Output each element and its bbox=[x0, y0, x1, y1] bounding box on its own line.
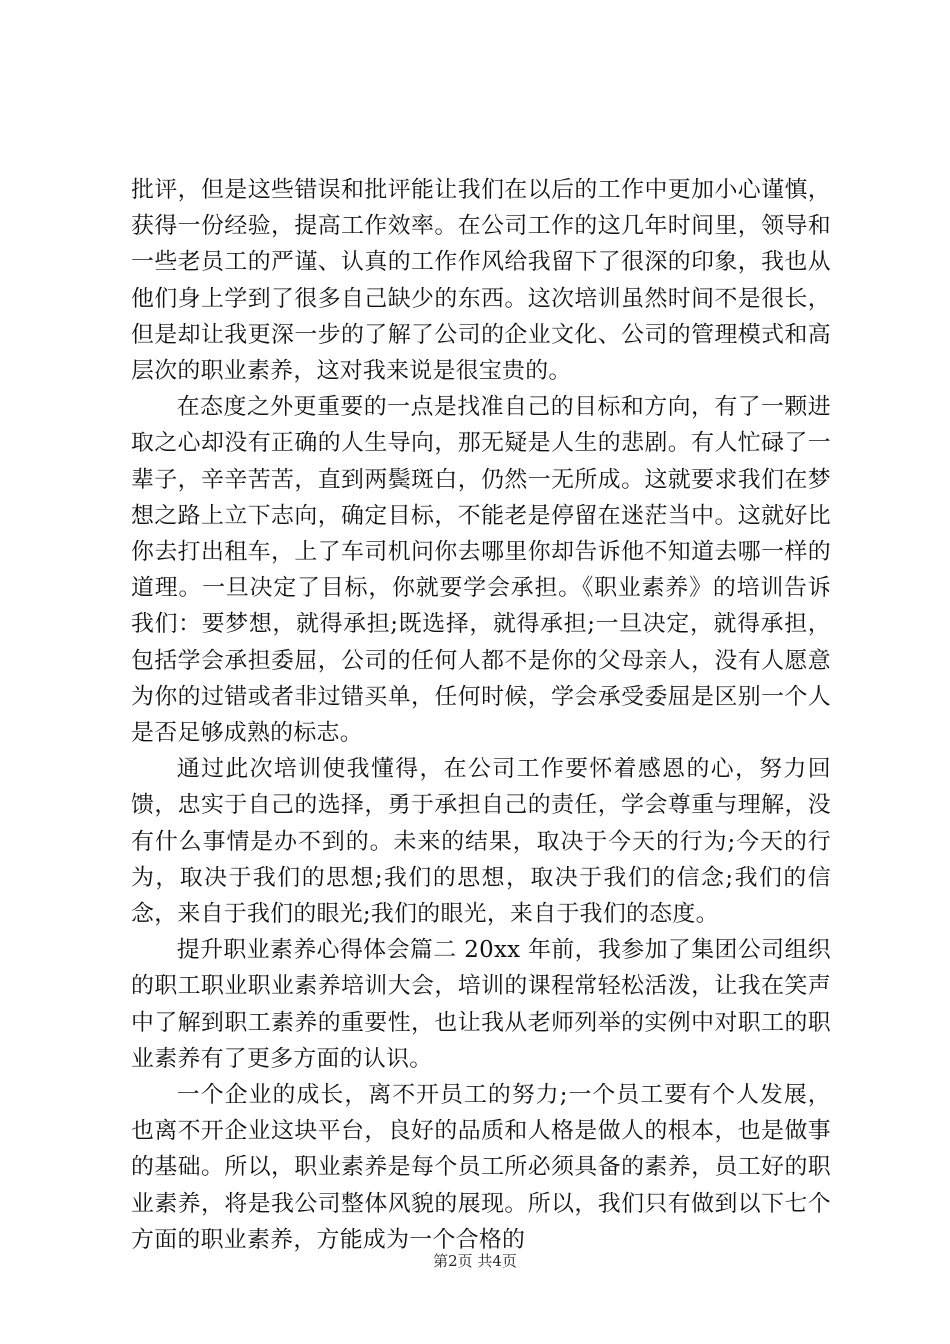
page-footer: 第2页 共4页 bbox=[433, 1252, 517, 1270]
document-body bbox=[131, 172, 831, 1258]
paragraph-1: 批评，但是这些错误和批评能让我们在以后的工作中更加小心谨慎，获得一份经验，提高工作效率。在公司工作的这几年时间里，领导和一些老员工的严谨、认真的工作作风给我留下了很深的印象，我也从他们身上学到了很多自己缺少的东西。这次培训虽然时间不是很长，但是却让我更深一步的了解了公司的企业文化、公司的管理模式和高层次的职业素养，这对我来说是很宝贵的。 bbox=[131, 177, 831, 385]
paragraph-2: 在态度之外更重要的一点是找准自己的目标和方向，有了一颗进取之心却没有正确的人生导向，那无疑是人生的悲剧。有人忙碌了一辈子，辛辛苦苦，直到两鬓斑白，仍然一无所成。这就要求我们在梦想之路上立下志向，确定目标，不能老是停留在迷茫当中。这就好比你去打出租车，上了车司机问你去哪里你却告诉他不知道去哪一样的道理。一旦决定了目标，你就要学会承担。《职业素养》的培训告诉我们：要梦想，就得承担;既选择，就得承担;一旦决定，就得承担，包括学会承担委屈，公司的任何人都不是你的父母亲人，没有人愿意为你的过错或者非过错买单，任何时候，学会承受委屈是区别一个人是否足够成熟的标志。 bbox=[131, 394, 831, 747]
paragraph-4: 提升职业素养心得体会篇二 20xx 年前，我参加了集团公司组织的职工职业职业素养培训大会，培训的课程常轻松活泼，让我在笑声中了解到职工素养的重要性，也让我从老师列举的实例中对职工的职业素养有了更多方面的认识。 bbox=[131, 937, 831, 1072]
paragraph-5: 一个企业的成长，离不开员工的努力;一个员工要有个人发展，也离不开企业这块平台，良好的品质和人格是做人的根本，也是做事的基础。所以，职业素养是每个员工所必须具备的素养，员工好的职业素养，将是我公司整体风貌的展现。所以，我们只有做到以下七个方面的职业素养，方能成为一个合格的 bbox=[131, 1082, 831, 1253]
paragraph-3: 通过此次培训使我懂得，在公司工作要怀着感恩的心，努力回馈，忠实于自己的选择，勇于承担自己的责任，学会尊重与理解，没有什么事情是办不到的。未来的结果，取决于今天的行为;今天的行为，取决于我们的思想;我们的思想，取决于我们的信念;我们的信念，来自于我们的眼光;我们的眼光，来自于我们的态度。 bbox=[131, 756, 831, 928]
